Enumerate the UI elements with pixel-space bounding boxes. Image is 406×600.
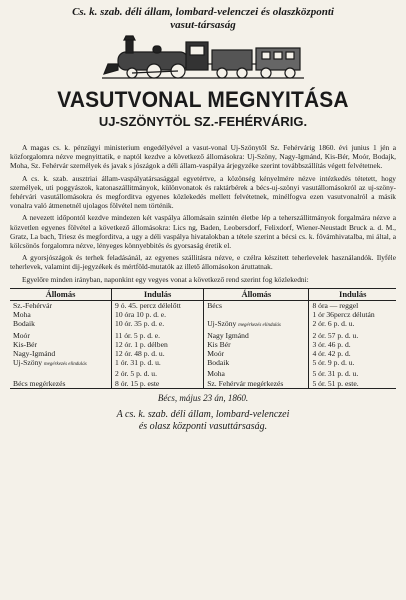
paragraph-4: A gyorsjószágok és terhek feladásánál, az egyenes szállitásra nézve, e czélra készitett teherlevelek használandók. Ilyféle teherlevek, valamint dij-jegyzékek és mértföld-mutatók az illető állomásokon áruttatnak. xyxy=(10,253,396,272)
table-row xyxy=(10,310,396,319)
station-name: Uj-Szöny xyxy=(13,358,43,368)
station-cell: Moha xyxy=(13,310,31,320)
table-row xyxy=(10,319,396,330)
station-cell: Moór xyxy=(13,330,30,340)
table-row xyxy=(10,331,396,340)
place-date: Bécs, május 23 án, 1860. xyxy=(157,392,249,403)
station-cell: Sz. Fehérvár megérkezés xyxy=(204,379,309,389)
station-cell: Moór xyxy=(204,349,309,358)
station-cell: Bodaik xyxy=(13,319,35,329)
company-header xyxy=(10,6,396,32)
col-header-departure-1: Indulás xyxy=(112,288,204,300)
arrival-departure-note: megérkezés elindulás xyxy=(238,323,281,329)
time-cell: 5 ór. 9 p. d. u. xyxy=(309,358,396,369)
main-title: VASUTVONAL MEGNYITÁSA xyxy=(57,87,349,112)
signature-line2: és olasz központi vasuttársaság. xyxy=(138,420,268,432)
time-cell: 2 ór. 6 p. d. u. xyxy=(309,319,396,330)
signature xyxy=(10,409,396,433)
station-cell: Nagy-Igmánd xyxy=(13,349,56,359)
time-cell: 11 ór. 5 p. d. e. xyxy=(112,331,204,340)
station-cell: Moha xyxy=(204,369,309,378)
col-header-station-1: Állomás xyxy=(10,288,112,300)
col-header-departure-2: Indulás xyxy=(309,288,396,300)
col-header-station-2: Állomás xyxy=(204,288,309,300)
time-cell: 8 óra — reggel xyxy=(309,301,396,311)
signature-line1: A cs. k. szab. déli állam, lombard-velenczei xyxy=(116,408,290,420)
station-cell xyxy=(10,358,112,369)
time-cell: 10 ór. 35 p. d. e. xyxy=(112,319,204,330)
paragraph-1: A magas cs. k. pénzügyi ministerium engedélyével a vasut-vonal Uj-Szönytől Sz. Fehérvárig 1860. évi junius 1 jén a közforgalomra nézve megnyittatik, e naptól kezdve a következő állomásokra: Uj-Szöny, Nagy-Igmánd, Kis-Bér, Moór, Bodajk, Moha, Sz. Fehérvár személyek és javak s jószágok a déli állam-vaspálya árjegyzéke szerint továbbszállítás végett felvétetnek. xyxy=(10,143,396,171)
table-row xyxy=(10,340,396,349)
paragraph-3: A nevezett időpontól kezdve mindezen két vaspálya állomásain szintén életbe lép a teherszállitmányok forgalmára nézve a közvetlen egyenes fölvétel a következő állomásokra: Lics ng, Baden, Leobersdorf, Felixdorf, Wiener-Neustadt Bruck a. d. M., Gratz, La bach, Triesz és megforditva, a ugy a déli vaspálya hivatalokban a tétele szerint a bécsi cs. k. fővámhivatalba, mi által, a kölcsönös forgalomra nézve, lényeges könnyebbités és gyorsaság éretik el. xyxy=(10,213,396,251)
steam-locomotive-icon xyxy=(98,34,308,84)
table-row xyxy=(10,369,396,378)
time-cell: 8 ór. 15 p. este xyxy=(112,379,204,389)
arrival-departure-note: megérkezés elindulás xyxy=(44,362,87,368)
station-cell xyxy=(10,369,112,378)
timetable xyxy=(10,288,396,389)
station-cell xyxy=(204,319,309,330)
table-row xyxy=(10,301,396,311)
time-cell: 2 ór. 57 p. d. u. xyxy=(309,331,396,340)
time-cell: 4 ór. 42 p. d. xyxy=(309,349,396,358)
station-cell: Bodaik xyxy=(204,358,309,369)
table-row xyxy=(10,358,396,369)
station-cell: Nagy Igmánd xyxy=(204,331,309,340)
time-cell: 10 óra 10 p. d. e. xyxy=(112,310,204,319)
paragraph-2: A cs. k. szab. ausztriai állam-vaspályatársasággal egyetértve, a közönség kényelmére nézve intézkedés tétetett, hogy személyek, uti poggyászok, katonaszállitmányok, különvonatok és raktárbérek a bécs-uj-szönyi vasutállomásokról az uj-szöny-fehérvári vasutállomásokra és megforditva egyenes közlekedés mellett felvétetnek, minélfogva ezen vasutvonalról a másik vonalra való átmenetnél ujolagos fölvétel nem történik. xyxy=(10,173,396,211)
timetable-header-row xyxy=(10,288,396,300)
table-row xyxy=(10,349,396,358)
company-header-line1: Cs. k. szab. déli állam, lombard-velenczei és olaszközponti xyxy=(72,6,334,18)
time-cell: 5 ór. 31 p. d. u. xyxy=(309,369,396,378)
station-name: Uj-Szöny xyxy=(207,319,237,329)
announcement-body xyxy=(10,143,396,284)
station-cell: Bécs megérkezés xyxy=(10,379,112,389)
table-row xyxy=(10,379,396,389)
paragraph-5: Egyelőre minden irányban, naponkint egy vegyes vonat a következő rend szerint fog közlekedni: xyxy=(22,274,309,284)
station-cell: Kis Bér xyxy=(204,340,309,349)
time-cell: 3 ór. 46 p. d. xyxy=(309,340,396,349)
station-cell xyxy=(204,310,309,319)
time-cell: 5 ór. 51 p. este. xyxy=(309,379,396,389)
station-cell: Kis-Bér xyxy=(13,339,38,349)
time-cell: 1 ór. 31 p. d. u. xyxy=(112,358,204,369)
time-cell: 12 ór. 1 p. délben xyxy=(112,340,204,349)
time-cell: 9 ó. 45. percz délelőtt xyxy=(112,301,204,311)
time-cell: 2 ór. 5 p. d. u. xyxy=(112,369,204,378)
company-header-line2: vasut-társaság xyxy=(170,19,236,31)
sub-title: UJ-SZÖNYTÖL SZ.-FEHÉRVÁRIG. xyxy=(98,114,308,129)
station-cell: Sz.-Fehérvár xyxy=(13,301,53,311)
time-cell: 1 ór 36percz délután xyxy=(309,310,396,319)
time-cell: 12 ór. 48 p. d. u. xyxy=(112,349,204,358)
station-cell: Bécs xyxy=(204,301,309,311)
